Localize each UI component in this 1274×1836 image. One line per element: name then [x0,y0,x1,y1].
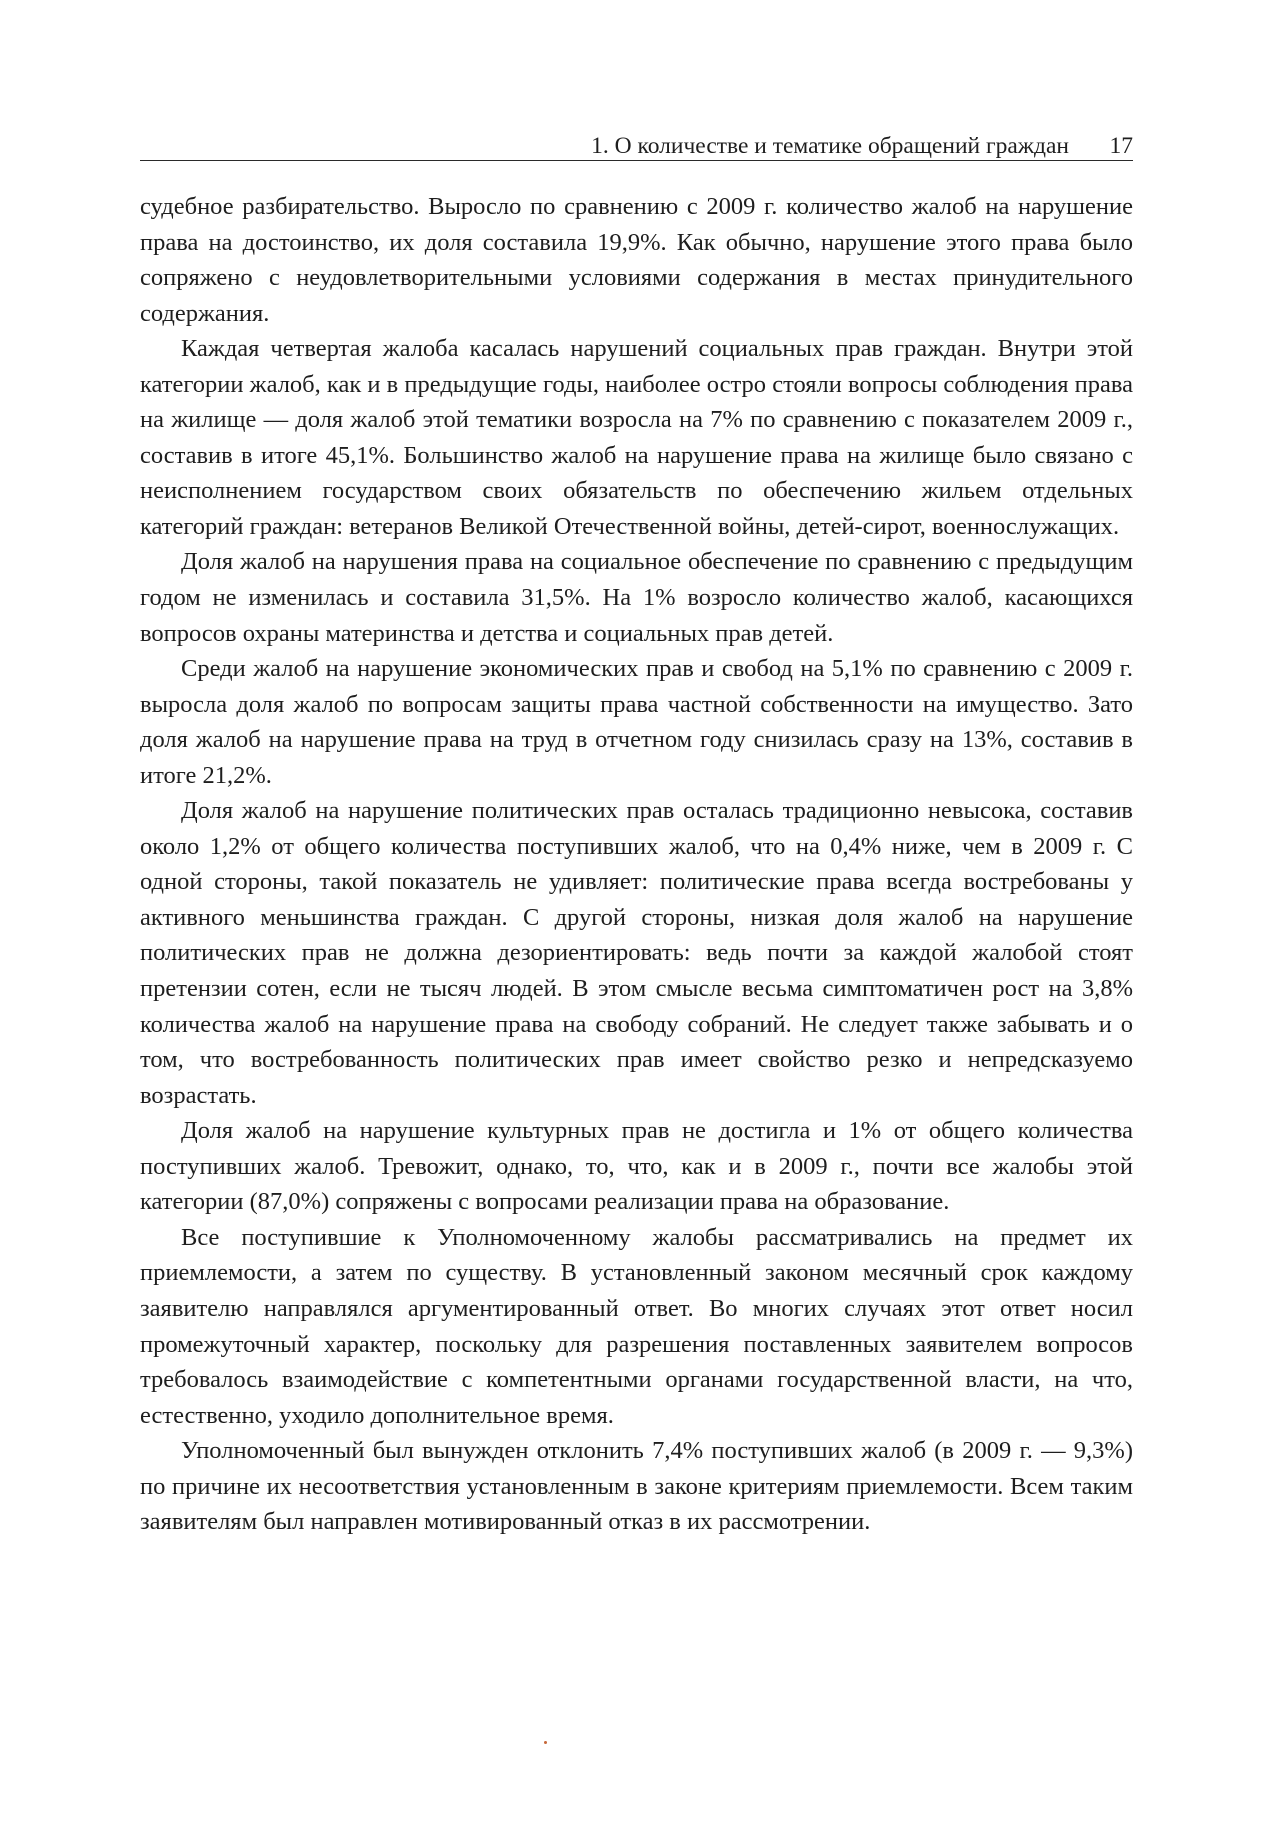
running-title: 1. О количестве и тематике обращений граждан [591,133,1069,159]
paragraph-7: Все поступившие к Уполномоченному жалобы рассматривались на предмет их приемлемости, а затем по существу. В установленный законом месячный срок каждому заявителю направлялся аргументированный ответ. Во многих случаях этот ответ носил промежуточный характер, поскольку для разрешения поставленных заявителем вопросов требовалось взаимодействие с компетентными органами государственной власти, на что, естественно, уходило дополнительное время. [140,1223,1133,1429]
page-number: 17 [1109,133,1133,159]
paragraph-2: Каждая четвертая жалоба касалась нарушений социальных прав граждан. Внутри этой категории жалоб, как и в предыдущие годы, наиболее остро стояли вопросы соблюдения права на жилище — доля жалоб этой тематики возросла на 7% по сравнению с показателем 2009 г., составив в итоге 45,1%. Большинство жалоб на нарушение права на жилище было связано с неисполнением государством своих обязательств по обеспечению жильем отдельных категорий граждан: ветеранов Великой Отечественной войны, детей-сирот, военнослужащих. [140,335,1133,540]
paragraph-6: Доля жалоб на нарушение культурных прав не достигла и 1% от общего количества поступивших жалоб. Тревожит, однако, то, что, как и в 2009 г., почти все жалобы этой категории (87,0%) сопряжены с вопросами реализации права на образование. [140,1117,1133,1216]
paragraph-8: Уполномоченный был вынужден отклонить 7,4% поступивших жалоб (в 2009 г. — 9,3%) по причине их несоответствия установленным в законе критериям приемлемости. Всем таким заявителям был направлен мотивированный отказ в их рассмотрении. [140,1437,1133,1536]
paragraph-4: Среди жалоб на нарушение экономических прав и свобод на 5,1% по сравнению с 2009 г. выросла доля жалоб по вопросам защиты права частной собственности на имущество. Зато доля жалоб на нарушение права на труд в отчетном году снизилась сразу на 13%, составив в итоге 21,2%. [140,655,1133,789]
running-header [140,120,1133,161]
print-speck [544,1741,547,1744]
paragraph-1: судебное разбирательство. Выросло по сравнению с 2009 г. количество жалоб на нарушение права на достоинство, их доля составила 19,9%. Как обычно, нарушение этого права было сопряжено с неудовлетворительными условиями содержания в местах принудительного содержания. [140,193,1133,327]
body-text [140,189,1133,1540]
paragraph-5: Доля жалоб на нарушение политических прав осталась традиционно невысока, составив около 1,2% от общего количества поступивших жалоб, что на 0,4% ниже, чем в 2009 г. С одной стороны, такой показатель не удивляет: политические права всегда востребованы у активного меньшинства граждан. С другой стороны, низкая доля жалоб на нарушение политических прав не должна дезориентировать: ведь почти за каждой жалобой стоят претензии сотен, если не тысяч людей. В этом смысле весьма симптоматичен рост на 3,8% количества жалоб на нарушение права на свободу собраний. Не следует также забывать и о том, что востребованность политических прав имеет свойство резко и непредсказуемо возрастать. [140,797,1133,1109]
paragraph-3: Доля жалоб на нарушения права на социальное обеспечение по сравнению с предыдущим годом не изменилась и составила 31,5%. На 1% возросло количество жалоб, касающихся вопросов охраны материнства и детства и социальных прав детей. [140,548,1133,647]
